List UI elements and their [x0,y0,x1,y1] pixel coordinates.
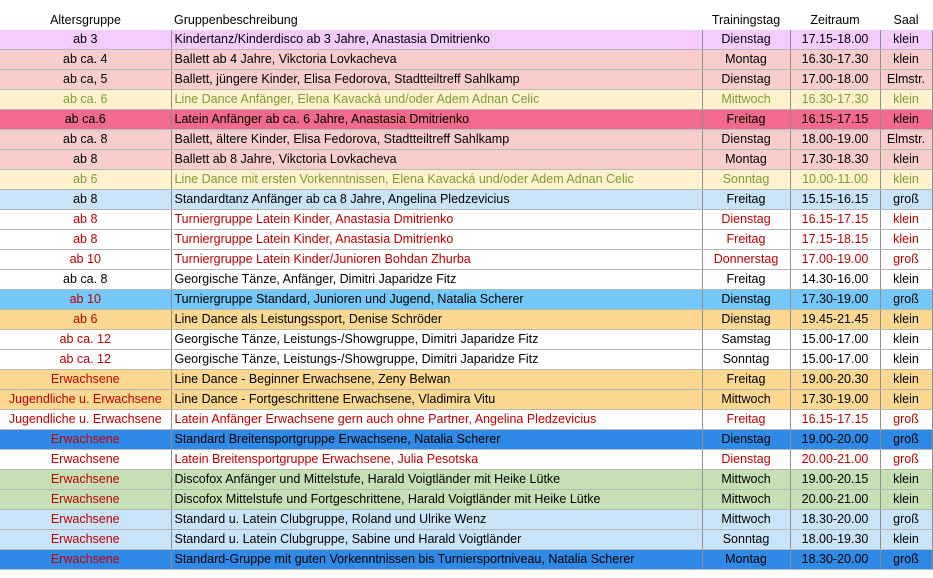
age-cell[interactable]: ab ca, 5 [0,70,171,90]
description-cell[interactable]: Latein Anfänger ab ca. 6 Jahre, Anastasia Dmitrienko [171,110,702,130]
age-cell[interactable]: ab 8 [0,230,171,250]
room-cell[interactable]: groß [880,430,932,450]
table-row [0,250,932,270]
age-cell[interactable]: Erwachsene [0,470,171,490]
age-cell[interactable]: Erwachsene [0,510,171,530]
room-cell[interactable]: groß [880,410,932,430]
description-cell[interactable]: Georgische Tänze, Anfänger, Dimitri Japaridze Fitz [171,270,702,290]
training-day-cell[interactable]: Dienstag [702,450,790,470]
room-cell[interactable]: groß [880,250,932,270]
training-day-cell[interactable]: Freitag [702,410,790,430]
description-cell[interactable]: Turniergruppe Latein Kinder, Anastasia Dmitrienko [171,230,702,250]
room-cell[interactable]: klein [880,230,932,250]
room-cell[interactable]: klein [880,350,932,370]
time-cell[interactable]: 18.00-19.30 [790,530,880,550]
training-day-cell[interactable]: Dienstag [702,310,790,330]
description-cell[interactable]: Turniergruppe Latein Kinder/Junioren Bohdan Zhurba [171,250,702,270]
table-row [0,450,932,470]
description-cell[interactable]: Ballett ab 4 Jahre, Vikctoria Lovkacheva [171,50,702,70]
age-cell[interactable]: ab 3 [0,30,171,50]
room-cell[interactable]: klein [880,90,932,110]
time-cell[interactable]: 18.30-20.00 [790,550,880,570]
description-cell[interactable]: Turniergruppe Standard, Junioren und Jugend, Natalia Scherer [171,290,702,310]
age-cell[interactable]: ab 10 [0,290,171,310]
training-day-cell[interactable]: Sonntag [702,530,790,550]
time-cell[interactable]: 19.00-20.00 [790,430,880,450]
training-day-cell[interactable]: Dienstag [702,290,790,310]
description-cell[interactable]: Line Dance - Fortgeschrittene Erwachsene, Vladimira Vitu [171,390,702,410]
training-day-cell[interactable]: Dienstag [702,70,790,90]
table-row [0,350,932,370]
age-cell[interactable]: ab ca. 12 [0,350,171,370]
room-cell[interactable]: groß [880,550,932,570]
time-cell[interactable]: 19.00-20.15 [790,470,880,490]
age-cell[interactable]: Erwachsene [0,530,171,550]
training-day-cell[interactable]: Dienstag [702,130,790,150]
table-row [0,290,932,310]
header-age[interactable]: Altersgruppe [0,10,171,30]
description-cell[interactable]: Standard-Gruppe mit guten Vorkenntnissen bis Turniersportniveau, Natalia Scherer [171,550,702,570]
room-cell[interactable]: klein [880,490,932,510]
room-cell[interactable]: groß [880,450,932,470]
table-row [0,110,932,130]
training-day-cell[interactable]: Donnerstag [702,250,790,270]
time-cell[interactable]: 17.00-18.00 [790,70,880,90]
age-cell[interactable]: Erwachsene [0,370,171,390]
description-cell[interactable]: Ballett ab 8 Jahre, Vikctoria Lovkacheva [171,150,702,170]
training-day-cell[interactable]: Mittwoch [702,510,790,530]
table-row [0,210,932,230]
age-cell[interactable]: ab 6 [0,310,171,330]
description-cell[interactable]: Ballett, jüngere Kinder, Elisa Fedorova, Stadtteiltreff Sahlkamp [171,70,702,90]
room-cell[interactable]: groß [880,190,932,210]
table-row [0,30,932,50]
time-cell[interactable]: 19.45-21.45 [790,310,880,330]
age-cell[interactable]: ab ca. 8 [0,130,171,150]
table-row [0,330,932,350]
description-cell[interactable]: Turniergruppe Latein Kinder, Anastasia Dmitrienko [171,210,702,230]
time-cell[interactable]: 17.30-19.00 [790,390,880,410]
training-day-cell[interactable]: Mittwoch [702,90,790,110]
training-day-cell[interactable]: Mittwoch [702,390,790,410]
training-day-cell[interactable]: Freitag [702,230,790,250]
time-cell[interactable]: 16.15-17.15 [790,210,880,230]
description-cell[interactable]: Latein Anfänger Erwachsene gern auch ohne Partner, Angelina Pledzevicius [171,410,702,430]
time-cell[interactable]: 16.30-17.30 [790,90,880,110]
training-day-cell[interactable]: Dienstag [702,210,790,230]
age-cell[interactable]: Jugendliche u. Erwachsene [0,410,171,430]
description-cell[interactable]: Standard u. Latein Clubgruppe, Sabine und Harald Voigtländer [171,530,702,550]
training-day-cell[interactable]: Freitag [702,370,790,390]
schedule-table [0,10,933,570]
time-cell[interactable]: 17.30-18.30 [790,150,880,170]
table-row [0,430,932,450]
header-row [0,10,932,30]
table-row [0,130,932,150]
time-cell[interactable]: 15.00-17.00 [790,330,880,350]
table-row [0,410,932,430]
age-cell[interactable]: ab 10 [0,250,171,270]
room-cell[interactable]: klein [880,50,932,70]
description-cell[interactable]: Line Dance mit ersten Vorkenntnissen, Elena Kavacká und/oder Adem Adnan Celic [171,170,702,190]
table-row [0,470,932,490]
description-cell[interactable]: Line Dance Anfänger, Elena Kavacká und/oder Adem Adnan Celic [171,90,702,110]
room-cell[interactable]: klein [880,270,932,290]
table-row [0,70,932,90]
description-cell[interactable]: Discofox Mittelstufe und Fortgeschrittene, Harald Voigtländer mit Heike Lütke [171,490,702,510]
time-cell[interactable]: 17.30-19.00 [790,290,880,310]
description-cell[interactable]: Line Dance als Leistungssport, Denise Schröder [171,310,702,330]
age-cell[interactable]: ab 8 [0,210,171,230]
table-row [0,90,932,110]
time-cell[interactable]: 20.00-21.00 [790,450,880,470]
time-cell[interactable]: 15.00-17.00 [790,350,880,370]
room-cell[interactable]: klein [880,330,932,350]
table-row [0,490,932,510]
training-day-cell[interactable]: Sonntag [702,170,790,190]
table-row [0,390,932,410]
room-cell[interactable]: klein [880,110,932,130]
description-cell[interactable]: Kindertanz/Kinderdisco ab 3 Jahre, Anastasia Dmitrienko [171,30,702,50]
room-cell[interactable]: klein [880,210,932,230]
time-cell[interactable]: 16.30-17.30 [790,50,880,70]
training-day-cell[interactable]: Sonntag [702,350,790,370]
training-day-cell[interactable]: Dienstag [702,430,790,450]
header-time[interactable]: Zeitraum [790,10,880,30]
table-row [0,230,932,250]
description-cell[interactable]: Georgische Tänze, Leistungs-/Showgruppe, Dimitri Japaridze Fitz [171,350,702,370]
training-day-cell[interactable]: Dienstag [702,30,790,50]
table-row [0,530,932,550]
room-cell[interactable]: klein [880,390,932,410]
training-day-cell[interactable]: Samstag [702,330,790,350]
time-cell[interactable]: 17.15-18.00 [790,30,880,50]
time-cell[interactable]: 17.00-19.00 [790,250,880,270]
room-cell[interactable]: groß [880,510,932,530]
training-day-cell[interactable]: Mittwoch [702,490,790,510]
header-training-day[interactable]: Trainingstag [702,10,790,30]
room-cell[interactable]: klein [880,530,932,550]
training-day-cell[interactable]: Montag [702,150,790,170]
table-row [0,150,932,170]
table-row [0,550,932,570]
time-cell[interactable]: 17.15-18.15 [790,230,880,250]
header-description[interactable]: Gruppenbeschreibung [171,10,702,30]
age-cell[interactable]: Erwachsene [0,490,171,510]
room-cell[interactable]: klein [880,470,932,490]
room-cell[interactable]: Elmstr. [880,130,932,150]
training-day-cell[interactable]: Freitag [702,190,790,210]
age-cell[interactable]: ab ca. 6 [0,90,171,110]
age-cell[interactable]: ab 8 [0,150,171,170]
training-day-cell[interactable]: Montag [702,50,790,70]
age-cell[interactable]: ab 6 [0,170,171,190]
age-cell[interactable]: Erwachsene [0,550,171,570]
age-cell[interactable]: ab ca. 4 [0,50,171,70]
table-row [0,310,932,330]
age-cell[interactable]: ab ca. 12 [0,330,171,350]
table-row [0,510,932,530]
table-row [0,370,932,390]
time-cell[interactable]: 18.30-20.00 [790,510,880,530]
description-cell[interactable]: Georgische Tänze, Leistungs-/Showgruppe, Dimitri Japaridze Fitz [171,330,702,350]
time-cell[interactable]: 10.00-11.00 [790,170,880,190]
age-cell[interactable]: ab ca. 8 [0,270,171,290]
description-cell[interactable]: Discofox Anfänger und Mittelstufe, Harald Voigtländer mit Heike Lütke [171,470,702,490]
header-room[interactable]: Saal [880,10,932,30]
time-cell[interactable]: 16.15-17.15 [790,410,880,430]
time-cell[interactable]: 18.00-19.00 [790,130,880,150]
table-row [0,50,932,70]
room-cell[interactable]: klein [880,370,932,390]
table-row [0,190,932,210]
time-cell[interactable]: 19.00-20.30 [790,370,880,390]
training-day-cell[interactable]: Montag [702,550,790,570]
room-cell[interactable]: Elmstr. [880,70,932,90]
room-cell[interactable]: groß [880,290,932,310]
age-cell[interactable]: Erwachsene [0,450,171,470]
training-day-cell[interactable]: Freitag [702,270,790,290]
training-day-cell[interactable]: Freitag [702,110,790,130]
table-row [0,270,932,290]
age-cell[interactable]: Jugendliche u. Erwachsene [0,390,171,410]
time-cell[interactable]: 20.00-21.00 [790,490,880,510]
description-cell[interactable]: Standardtanz Anfänger ab ca 8 Jahre, Angelina Pledzevicius [171,190,702,210]
age-cell[interactable]: ab ca.6 [0,110,171,130]
age-cell[interactable]: ab 8 [0,190,171,210]
training-day-cell[interactable]: Mittwoch [702,470,790,490]
time-cell[interactable]: 15.15-16.15 [790,190,880,210]
description-cell[interactable]: Latein Breitensportgruppe Erwachsene, Julia Pesotska [171,450,702,470]
table-row [0,170,932,190]
description-cell[interactable]: Standard u. Latein Clubgruppe, Roland und Ulrike Wenz [171,510,702,530]
time-cell[interactable]: 16.15-17.15 [790,110,880,130]
description-cell[interactable]: Line Dance - Beginner Erwachsene, Zeny Belwan [171,370,702,390]
age-cell[interactable]: Erwachsene [0,430,171,450]
room-cell[interactable]: klein [880,150,932,170]
description-cell[interactable]: Standard Breitensportgruppe Erwachsene, Natalia Scherer [171,430,702,450]
description-cell[interactable]: Ballett, ältere Kinder, Elisa Fedorova, Stadtteiltreff Sahlkamp [171,130,702,150]
room-cell[interactable]: klein [880,310,932,330]
room-cell[interactable]: klein [880,170,932,190]
time-cell[interactable]: 14.30-16.00 [790,270,880,290]
room-cell[interactable]: klein [880,30,932,50]
